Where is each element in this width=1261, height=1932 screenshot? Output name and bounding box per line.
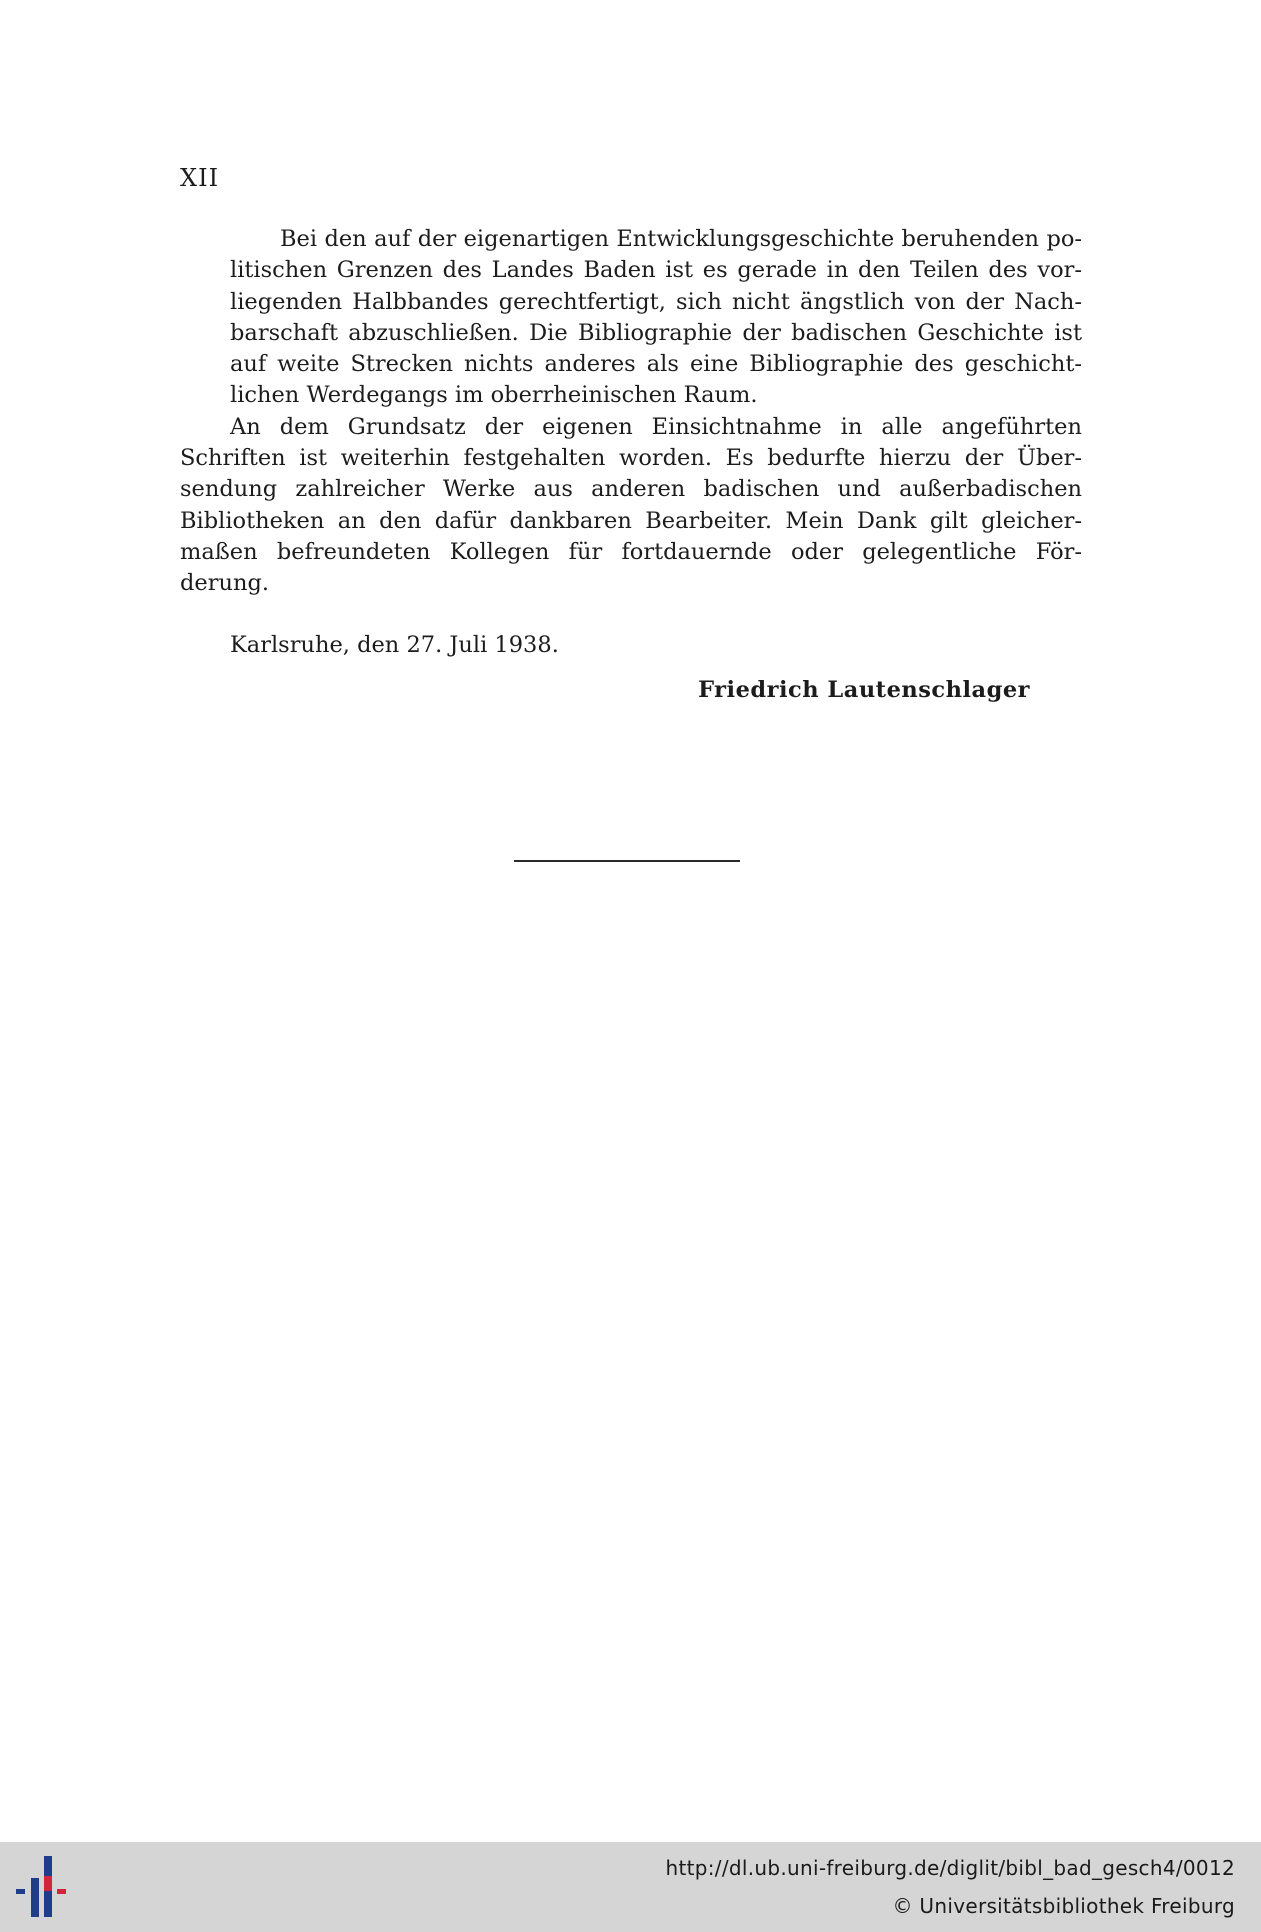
- text-line: liegenden Halbbandes gerechtfertigt, sich nicht ängstlich von der Nach-: [230, 288, 1082, 315]
- page-number: XII: [180, 164, 220, 192]
- dateline: Karlsruhe, den 27. Juli 1938.: [230, 632, 559, 658]
- text-line: derung.: [180, 570, 270, 597]
- text-line: auf weite Strecken nichts anderes als eine Bibliographie des geschicht-: [230, 351, 1082, 378]
- paragraph-2: [180, 412, 1082, 600]
- text-line: Bei den auf der eigenartigen Entwicklungsgeschichte beruhenden po-: [280, 226, 1082, 252]
- source-url-link[interactable]: http://dl.ub.uni-freiburg.de/diglit/bibl_bad_gesch4/0012: [665, 1856, 1235, 1880]
- text-line: barschaft abzuschließen. Die Bibliographie der badischen Geschichte ist: [230, 319, 1082, 346]
- body-text: [180, 224, 1082, 600]
- text-line: Schriften ist weiterhin festgehalten worden. Es bedurfte hierzu der Über-: [180, 445, 1082, 472]
- paragraph-1: [180, 224, 1082, 412]
- closing-rule: [514, 860, 740, 862]
- text-line: maßen befreundeten Kollegen für fortdauernde oder gelegentliche För-: [180, 538, 1082, 565]
- text-line: litischen Grenzen des Landes Baden ist es gerade in den Teilen des vor-: [230, 257, 1082, 284]
- ub-freiburg-logo-icon[interactable]: [16, 1856, 80, 1918]
- text-line: An dem Grundsatz der eigenen Einsichtnahme in alle angeführten: [230, 413, 1082, 440]
- text-line: lichen Werdegangs im oberrheinischen Raum.: [230, 382, 758, 409]
- footer-bar: [0, 1842, 1261, 1932]
- text-line: Bibliotheken an den dafür dankbaren Bearbeiter. Mein Dank gilt gleicher-: [180, 507, 1082, 534]
- signature: Friedrich Lautenschlager: [698, 677, 1030, 703]
- text-line: sendung zahlreicher Werke aus anderen badischen und außerbadischen: [180, 476, 1082, 503]
- copyright-notice: © Universitätsbibliothek Freiburg: [892, 1894, 1235, 1918]
